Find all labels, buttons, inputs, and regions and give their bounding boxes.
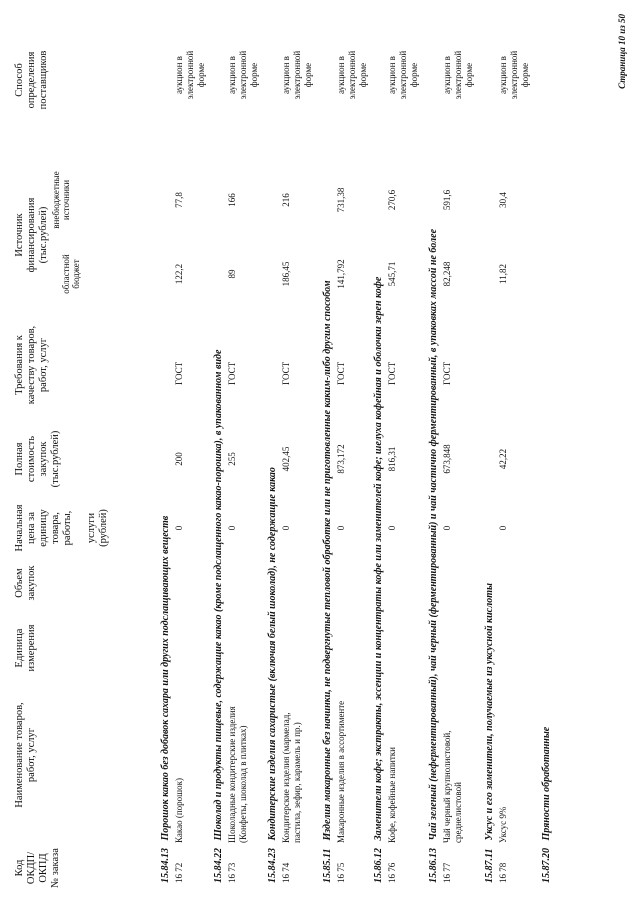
header-code-line: № заказа	[50, 848, 62, 888]
offbudget-sources: 731,38	[336, 187, 346, 213]
header-requirements	[14, 315, 50, 415]
group-title: Кондитерские изделия сахаристые (включая белый шоколад), не содержащие какао	[267, 467, 278, 841]
group-title: Чай зеленый (неферментированный), чай черный (ферментированный) и чай частично ферментированный, в упаковках массой не более	[428, 228, 439, 841]
group-heading	[428, 23, 440, 883]
method-line: форме	[302, 62, 313, 88]
method-line: электронной	[237, 50, 248, 100]
procurement-method	[227, 25, 259, 125]
method-line: форме	[195, 62, 206, 88]
header-fin-offbudget	[52, 160, 72, 240]
procurement-method	[498, 25, 530, 125]
header-requirements-line: работ, услуг	[38, 337, 50, 393]
order-number: 16 78	[498, 862, 508, 883]
header-fin-regional	[62, 241, 82, 307]
item-name	[227, 668, 249, 843]
header-code-line: Код	[14, 859, 25, 877]
header-volume-line: закупок	[26, 565, 38, 601]
regional-budget: 82,248	[442, 261, 452, 287]
group-heading	[373, 23, 385, 883]
header-start-price-line: услуги	[86, 512, 98, 544]
method-line: электронной	[508, 50, 519, 100]
full-cost: 255	[227, 452, 237, 466]
group-code: 15.84.13	[160, 848, 171, 883]
group-title: Порошок какао без добавок сахара или других подслащивающих веществ	[160, 515, 171, 841]
header-requirements-line: Требования к	[14, 335, 25, 395]
header-code	[14, 839, 62, 897]
group-heading	[322, 23, 334, 883]
method-line: аукцион в	[281, 56, 291, 94]
header-start-price-line: товара,	[50, 512, 62, 544]
full-cost: 673,848	[442, 444, 452, 474]
item-name-line: (Конфеты, шоколад в плитках)	[237, 725, 248, 843]
header-method	[14, 25, 50, 135]
item-name-line: среднелистовой	[452, 782, 463, 843]
header-full-cost-line: закупок	[38, 441, 50, 477]
page-number: Страница 10 из 50	[617, 14, 628, 89]
full-cost: 402,45	[281, 446, 291, 472]
header-requirements-line: качеству товаров,	[26, 325, 38, 405]
regional-budget: 186,45	[281, 261, 291, 287]
start-price: 0	[498, 525, 508, 531]
item-name-line: Чай черный крупнолистовой,	[442, 730, 452, 843]
group-code: 15.86.12	[373, 848, 384, 883]
group-title: Заменители кофе; экстракты, эссенции и концентраты кофе или заменителей кофе; шелуха кофейная и оболочки зерен кофе	[373, 276, 384, 841]
method-line: форме	[408, 62, 419, 88]
order-number: 16 72	[174, 862, 184, 883]
item-name-line: Какао (порошок)	[174, 778, 184, 843]
order-number: 16 76	[387, 862, 397, 883]
header-full-cost-line: (тыс.рублей)	[50, 430, 62, 488]
order-number: 16 75	[336, 862, 346, 883]
offbudget-sources: 166	[227, 193, 237, 207]
method-line: форме	[519, 62, 530, 88]
item-name-line: Кофе, кофейные напитки	[387, 747, 397, 843]
header-fin-regional-line: областной	[61, 254, 71, 294]
header-method-line: определения	[26, 51, 38, 109]
header-financing-line: финансирования	[26, 197, 38, 273]
regional-budget: 89	[227, 269, 237, 279]
header-name-line: Наименование товаров,	[14, 702, 25, 808]
offbudget-sources: 591,6	[442, 189, 452, 211]
header-start-price-line: (рублей)	[98, 509, 110, 547]
procurement-method	[336, 25, 368, 125]
offbudget-sources: 77,8	[174, 192, 184, 208]
start-price: 0	[174, 525, 184, 531]
header-fin-regional-line: бюджет	[70, 259, 81, 289]
header-code-line: ОКПД	[38, 853, 50, 883]
item-name-line: Шоколадные кондитерские изделия	[227, 706, 237, 843]
header-code-line: ОКДП/	[26, 851, 38, 885]
header-start-price-line: работы,	[62, 510, 74, 546]
group-heading	[484, 23, 496, 883]
header-start-price-line	[74, 496, 86, 560]
start-price: 0	[387, 525, 397, 531]
header-volume	[14, 558, 38, 608]
method-line: форме	[463, 62, 474, 88]
group-heading	[267, 23, 279, 883]
full-cost: 816,31	[387, 446, 397, 472]
item-name	[442, 668, 464, 843]
method-line: электронной	[346, 50, 357, 100]
group-code: 15.84.22	[213, 848, 224, 883]
offbudget-sources: 30,4	[498, 192, 508, 208]
method-line: электронной	[397, 50, 408, 100]
full-cost: 42,22	[498, 448, 508, 470]
procurement-method	[174, 25, 206, 125]
group-title: Пряности обработанные	[541, 726, 552, 841]
method-line: аукцион в	[442, 56, 452, 94]
header-full-cost-line: Полная	[14, 442, 25, 476]
header-unit-line: Единица	[14, 628, 25, 668]
group-code: 15.85.11	[322, 848, 333, 883]
group-code: 15.87.11	[484, 848, 495, 883]
item-name	[336, 668, 347, 843]
header-method-line: поставщиков	[38, 50, 50, 110]
method-line: форме	[248, 62, 259, 88]
group-code: 15.86.13	[428, 848, 439, 883]
order-number: 16 77	[442, 862, 452, 883]
regional-budget: 141,792	[336, 259, 346, 289]
item-name-line: Уксус 9%	[498, 806, 508, 843]
order-number: 16 74	[281, 862, 291, 883]
start-price: 0	[281, 525, 291, 531]
requirements: ГОСТ	[442, 361, 452, 385]
group-heading	[541, 23, 553, 883]
group-title: Шоколад и продукты пищевые, содержащие какао (кроме подслащенного какао-порошка), в упакованном виде	[213, 349, 224, 841]
method-line: аукцион в	[336, 56, 346, 94]
requirements: ГОСТ	[387, 361, 397, 385]
header-start-price-line: единицу	[38, 509, 50, 547]
start-price: 0	[442, 525, 452, 531]
start-price: 0	[227, 525, 237, 531]
header-start-price	[14, 496, 111, 560]
header-full-cost-line: стоимость	[26, 435, 38, 483]
requirements: ГОСТ	[174, 361, 184, 385]
procurement-method	[281, 25, 313, 125]
start-price: 0	[336, 525, 346, 531]
offbudget-sources: 216	[281, 193, 291, 207]
item-name	[281, 668, 303, 843]
header-name-line: работ, услуг	[26, 727, 38, 783]
item-name	[498, 668, 509, 843]
full-cost: 873,172	[336, 444, 346, 474]
order-number: 16 73	[227, 862, 237, 883]
group-heading	[213, 23, 225, 883]
item-name	[387, 668, 398, 843]
item-name-line: пастила, зефир, карамель и пр.)	[291, 722, 302, 843]
header-full-cost	[14, 423, 62, 495]
group-code: 15.84.23	[267, 848, 278, 883]
regional-budget: 122,2	[174, 263, 184, 285]
group-heading	[160, 23, 172, 883]
item-name-line: Макаронные изделия в ассортименте	[336, 700, 346, 843]
group-title: Изделия макаронные без начинки, не подвергнутые тепловой обработке или не приготовленные каким-либо другим способом	[322, 280, 333, 841]
method-line: аукцион в	[227, 56, 237, 94]
method-line: электронной	[452, 50, 463, 100]
group-code: 15.87.20	[541, 848, 552, 883]
offbudget-sources: 270,6	[387, 189, 397, 211]
header-volume-line: Объем	[14, 568, 25, 598]
method-line: аукцион в	[498, 56, 508, 94]
header-fin-offbudget-line: внебюджетные	[51, 171, 61, 229]
header-method-line: Способ	[14, 63, 25, 97]
requirements: ГОСТ	[227, 361, 237, 385]
method-line: аукцион в	[174, 56, 184, 94]
group-title: Уксус и его заменители, получаемые из уксусной кислоты	[484, 583, 495, 841]
procurement-method	[442, 25, 474, 125]
header-financing-line: (тыс.рублей)	[38, 206, 50, 264]
method-line: электронной	[291, 50, 302, 100]
requirements: ГОСТ	[281, 361, 291, 385]
header-financing-line: Источник	[14, 213, 25, 257]
regional-budget: 545,71	[387, 261, 397, 287]
method-line: электронной	[184, 50, 195, 100]
method-line: форме	[357, 62, 368, 88]
header-start-price-line: Начальная	[14, 504, 25, 552]
header-unit-line: измерения	[26, 624, 38, 672]
header-start-price-line: цена за	[26, 512, 38, 544]
procurement-method	[387, 25, 419, 125]
item-name	[174, 673, 185, 843]
full-cost: 200	[174, 452, 184, 466]
requirements: ГОСТ	[336, 361, 346, 385]
header-name	[14, 675, 38, 835]
header-fin-offbudget-line: источники	[60, 179, 71, 221]
item-name-line: Кондитерские изделия (мармелад,	[281, 712, 291, 843]
regional-budget: 11,82	[498, 264, 508, 284]
header-unit	[14, 616, 38, 680]
method-line: аукцион в	[387, 56, 397, 94]
header-financing	[14, 160, 50, 310]
